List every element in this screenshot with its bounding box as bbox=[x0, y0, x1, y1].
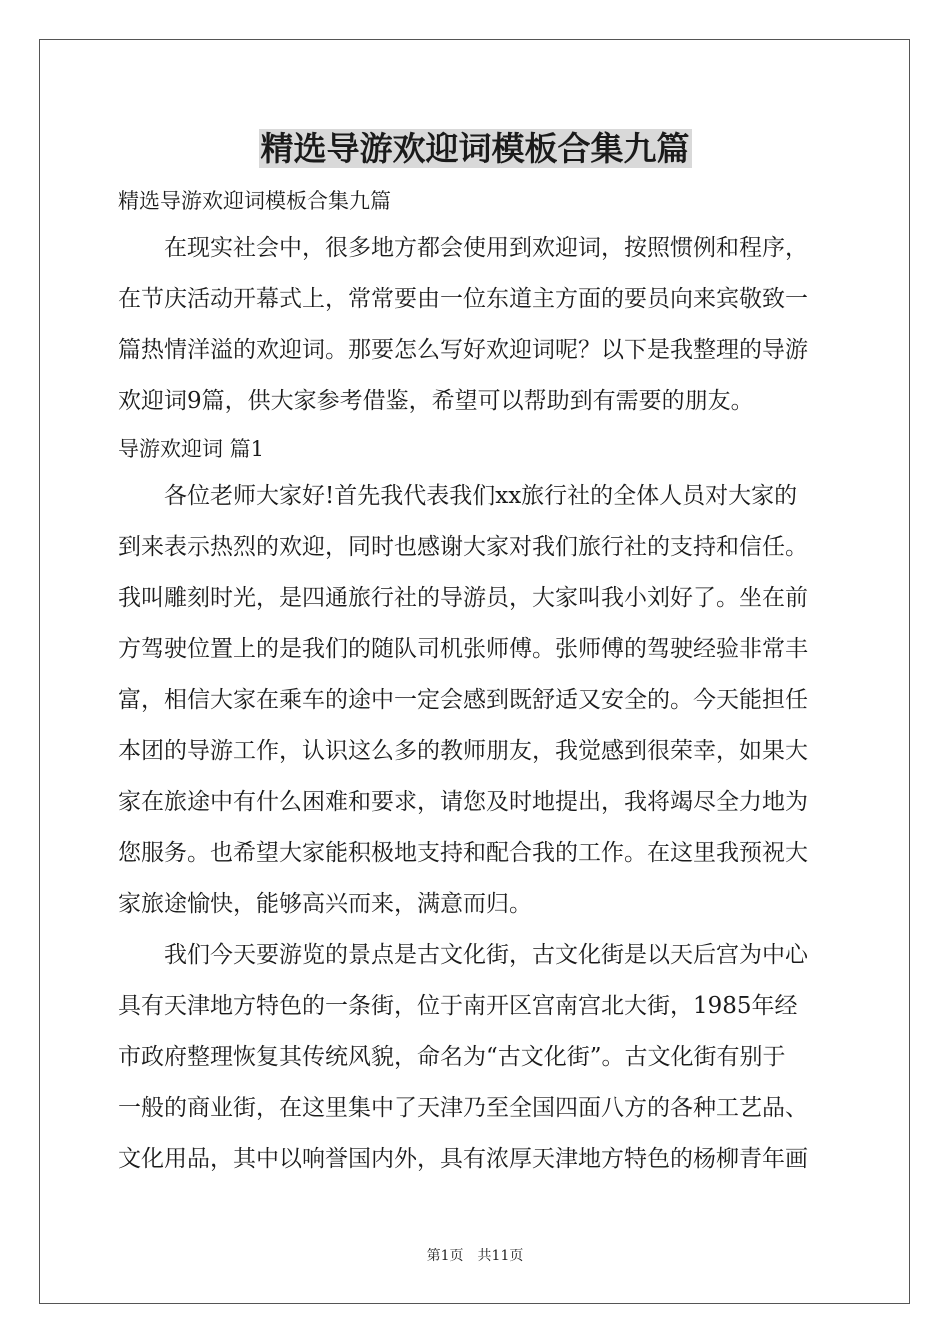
text-line: 在节庆活动开幕式上，常常要由一位东道主方面的要员向来宾敬致一 bbox=[118, 286, 808, 312]
page-footer: 第1页 共11页 bbox=[426, 1248, 524, 1264]
text-line: 各位老师大家好!首先我代表我们xx旅行社的全体人员对大家的 bbox=[118, 483, 798, 509]
text-line: 家旅途愉快，能够高兴而来，满意而归。 bbox=[118, 891, 532, 917]
paragraph-2 bbox=[118, 930, 834, 1185]
document-body bbox=[118, 179, 834, 1185]
text-line: 在现实社会中，很多地方都会使用到欢迎词，按照惯例和程序， bbox=[118, 235, 808, 261]
paragraph-1 bbox=[118, 471, 834, 930]
text-line: 本团的导游工作，认识这么多的教师朋友，我觉感到很荣幸，如果大 bbox=[118, 738, 808, 764]
text-line: 具有天津地方特色的一条街，位于南开区宫南宫北大街，1985年经 bbox=[118, 993, 798, 1019]
text-line: 我叫雕刻时光，是四通旅行社的导游员，大家叫我小刘好了。坐在前 bbox=[118, 585, 808, 611]
text-line: 到来表示热烈的欢迎，同时也感谢大家对我们旅行社的支持和信任。 bbox=[118, 534, 808, 560]
text-line: 文化用品，其中以响誉国内外，具有浓厚天津地方特色的杨柳青年画 bbox=[118, 1146, 808, 1172]
text-line: 家在旅途中有什么困难和要求，请您及时地提出，我将竭尽全力地为 bbox=[118, 789, 808, 815]
text-line: 方驾驶位置上的是我们的随队司机张师傅。张师傅的驾驶经验非常丰 bbox=[118, 636, 808, 662]
text-line: 一般的商业街，在这里集中了天津乃至全国四面八方的各种工艺品、 bbox=[118, 1095, 808, 1121]
section-heading: 导游欢迎词 篇1 bbox=[118, 437, 265, 461]
text-line: 欢迎词9篇，供大家参考借鉴，希望可以帮助到有需要的朋友。 bbox=[118, 388, 754, 414]
text-line: 富，相信大家在乘车的途中一定会感到既舒适又安全的。今天能担任 bbox=[118, 687, 808, 713]
intro-paragraph bbox=[118, 223, 834, 427]
document-title-text: 精选导游欢迎词模板合集九篇 bbox=[260, 129, 690, 168]
text-line: 我们今天要游览的景点是古文化街，古文化街是以天后宫为中心 bbox=[118, 942, 808, 968]
text-line: 您服务。也希望大家能积极地支持和配合我的工作。在这里我预祝大 bbox=[118, 840, 808, 866]
text-line: 篇热情洋溢的欢迎词。那要怎么写好欢迎词呢？以下是我整理的导游 bbox=[118, 337, 808, 363]
document-title bbox=[0, 126, 950, 172]
document-subtitle: 精选导游欢迎词模板合集九篇 bbox=[118, 189, 391, 213]
text-line: 市政府整理恢复其传统风貌，命名为“古文化街”。古文化街有别于 bbox=[118, 1044, 786, 1070]
